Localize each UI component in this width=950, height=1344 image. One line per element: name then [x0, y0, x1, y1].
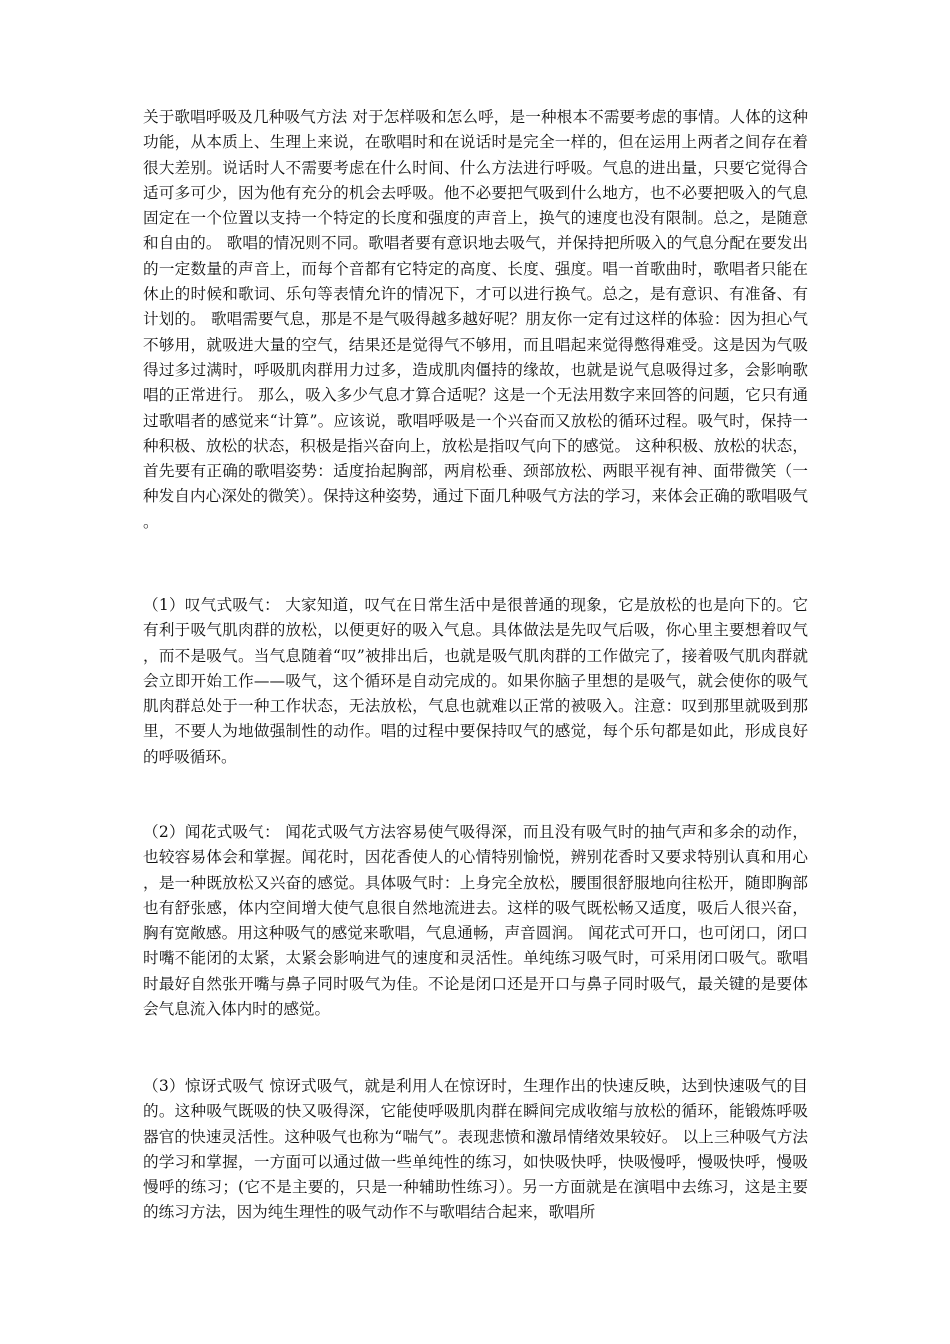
- paragraph-flower-smell-breathing: （2）闻花式吸气： 闻花式吸气方法容易使气吸得深，而且没有吸气时的抽气声和多余的动作，也较容易体会和掌握。闻花时，因花香使人的心情特别愉悦，辨别花香时又要求特别认真和用心，是一种既放松又兴奋的感觉。具体吸气时：上身完全放松，腰围很舒服地向往松开，随即胸部也有舒张感，体内空间增大使气息很自然地流进去。这样的吸气既松畅又适度，吸后人很兴奋，胸有宽敞感。用这种吸气的感觉来歌唱，气息通畅，声音圆润。 闻花式可开口，也可闭口，闭口时嘴不能闭的太紧，太紧会影响进气的速度和灵活性。单纯练习吸气时，可采用闭口吸气。歌唱时最好自然张开嘴与鼻子同时吸气为佳。不论是闭口还是开口与鼻子同时吸气，最关键的是要体会气息流入体内时的感觉。: [143, 823, 808, 1019]
- paragraph-surprise-breathing: （3）惊讶式吸气 惊讶式吸气，就是利用人在惊讶时，生理作出的快速反映，达到快速吸气的目的。这种吸气既吸的快又吸得深，它能使呼吸肌肉群在瞬间完成收缩与放松的循环，能锻炼呼吸器官的快速灵活性。这种吸气也称为“喘气”。表现悲愤和激昂情绪效果较好。 以上三种吸气方法的学习和掌握，一方面可以通过做一些单纯性的练习，如快吸快呼，快吸慢呼，慢吸快呼，慢吸慢呼的练习；(它不是主要的，只是一种辅助性练习）。另一方面就是在演唱中去练习，这是主要的练习方法，因为纯生理性的吸气动作不与歌唱结合起来，歌唱所: [143, 1077, 808, 1222]
- paragraph-intro: 关于歌唱呼吸及几种吸气方法 对于怎样吸和怎么呼，是一种根本不需要考虑的事情。人体的这种功能，从本质上、生理上来说，在歌唱时和在说话时是完全一样的，但在运用上两者之间存在着很大差别。说话时人不需要考虑在什么时间、什么方法进行呼吸。气息的进出量，只要它觉得合适可多可少，因为他有充分的机会去呼吸。他不必要把气吸到什么地方，也不必要把吸入的气息固定在一个位置以支持一个特定的长度和强度的声音上，换气的速度也没有限制。总之，是随意和自由的。 歌唱的情况则不同。歌唱者要有意识地去吸气，并保持把所吸入的气息分配在要发出的一定数量的声音上，而每个音都有它特定的高度、长度、强度。唱一首歌曲时，歌唱者只能在休止的时候和歌词、乐句等表情允许的情况下，才可以进行换气。总之，是有意识、有准备、有计划的。 歌唱需要气息，那是不是气吸得越多越好呢？朋友你一定有过这样的体验：因为担心气不够用，就吸进大量的空气，结果还是觉得气不够用，而且唱起来觉得憋得难受。这是因为气吸得过多过满时，呼吸肌肉群用力过多，造成肌肉僵持的缘故，也就是说气息吸得过多，会影响歌唱的正常进行。 那么，吸入多少气息才算合适呢？这是一个无法用数字来回答的问题，它只有通过歌唱者的感觉来“计算”。应该说，歌唱呼吸是一个兴奋而又放松的循环过程。吸气时，保持一种积极、放松的状态，积极是指兴奋向上，放松是指叹气向下的感觉。 这种积极、放松的状态，首先要有正确的歌唱姿势：适度抬起胸部，两肩松垂、颈部放松、两眼平视有神、面带微笑（一种发自内心深处的微笑）。保持这种姿势，通过下面几种吸气方法的学习，来体会正确的歌唱吸气。: [143, 108, 808, 531]
- paragraph-sigh-breathing: （1）叹气式吸气： 大家知道，叹气在日常生活中是很普通的现象，它是放松的也是向下的。它有利于吸气肌肉群的放松，以便更好的吸入气息。具体做法是先叹气后吸，你心里主要想着叹气，而不是吸气。当气息随着“叹”被排出后，也就是吸气肌肉群的工作做完了，接着吸气肌肉群就会立即开始工作——吸气，这个循环是自动完成的。如果你脑子里想的是吸气，就会使你的吸气肌肉群总处于一种工作状态，无法放松，气息也就难以正常的被吸入。注意：叹到那里就吸到那里，不要人为地做强制性的动作。唱的过程中要保持叹气的感觉，每个乐句都是如此，形成良好的呼吸循环。: [143, 596, 808, 766]
